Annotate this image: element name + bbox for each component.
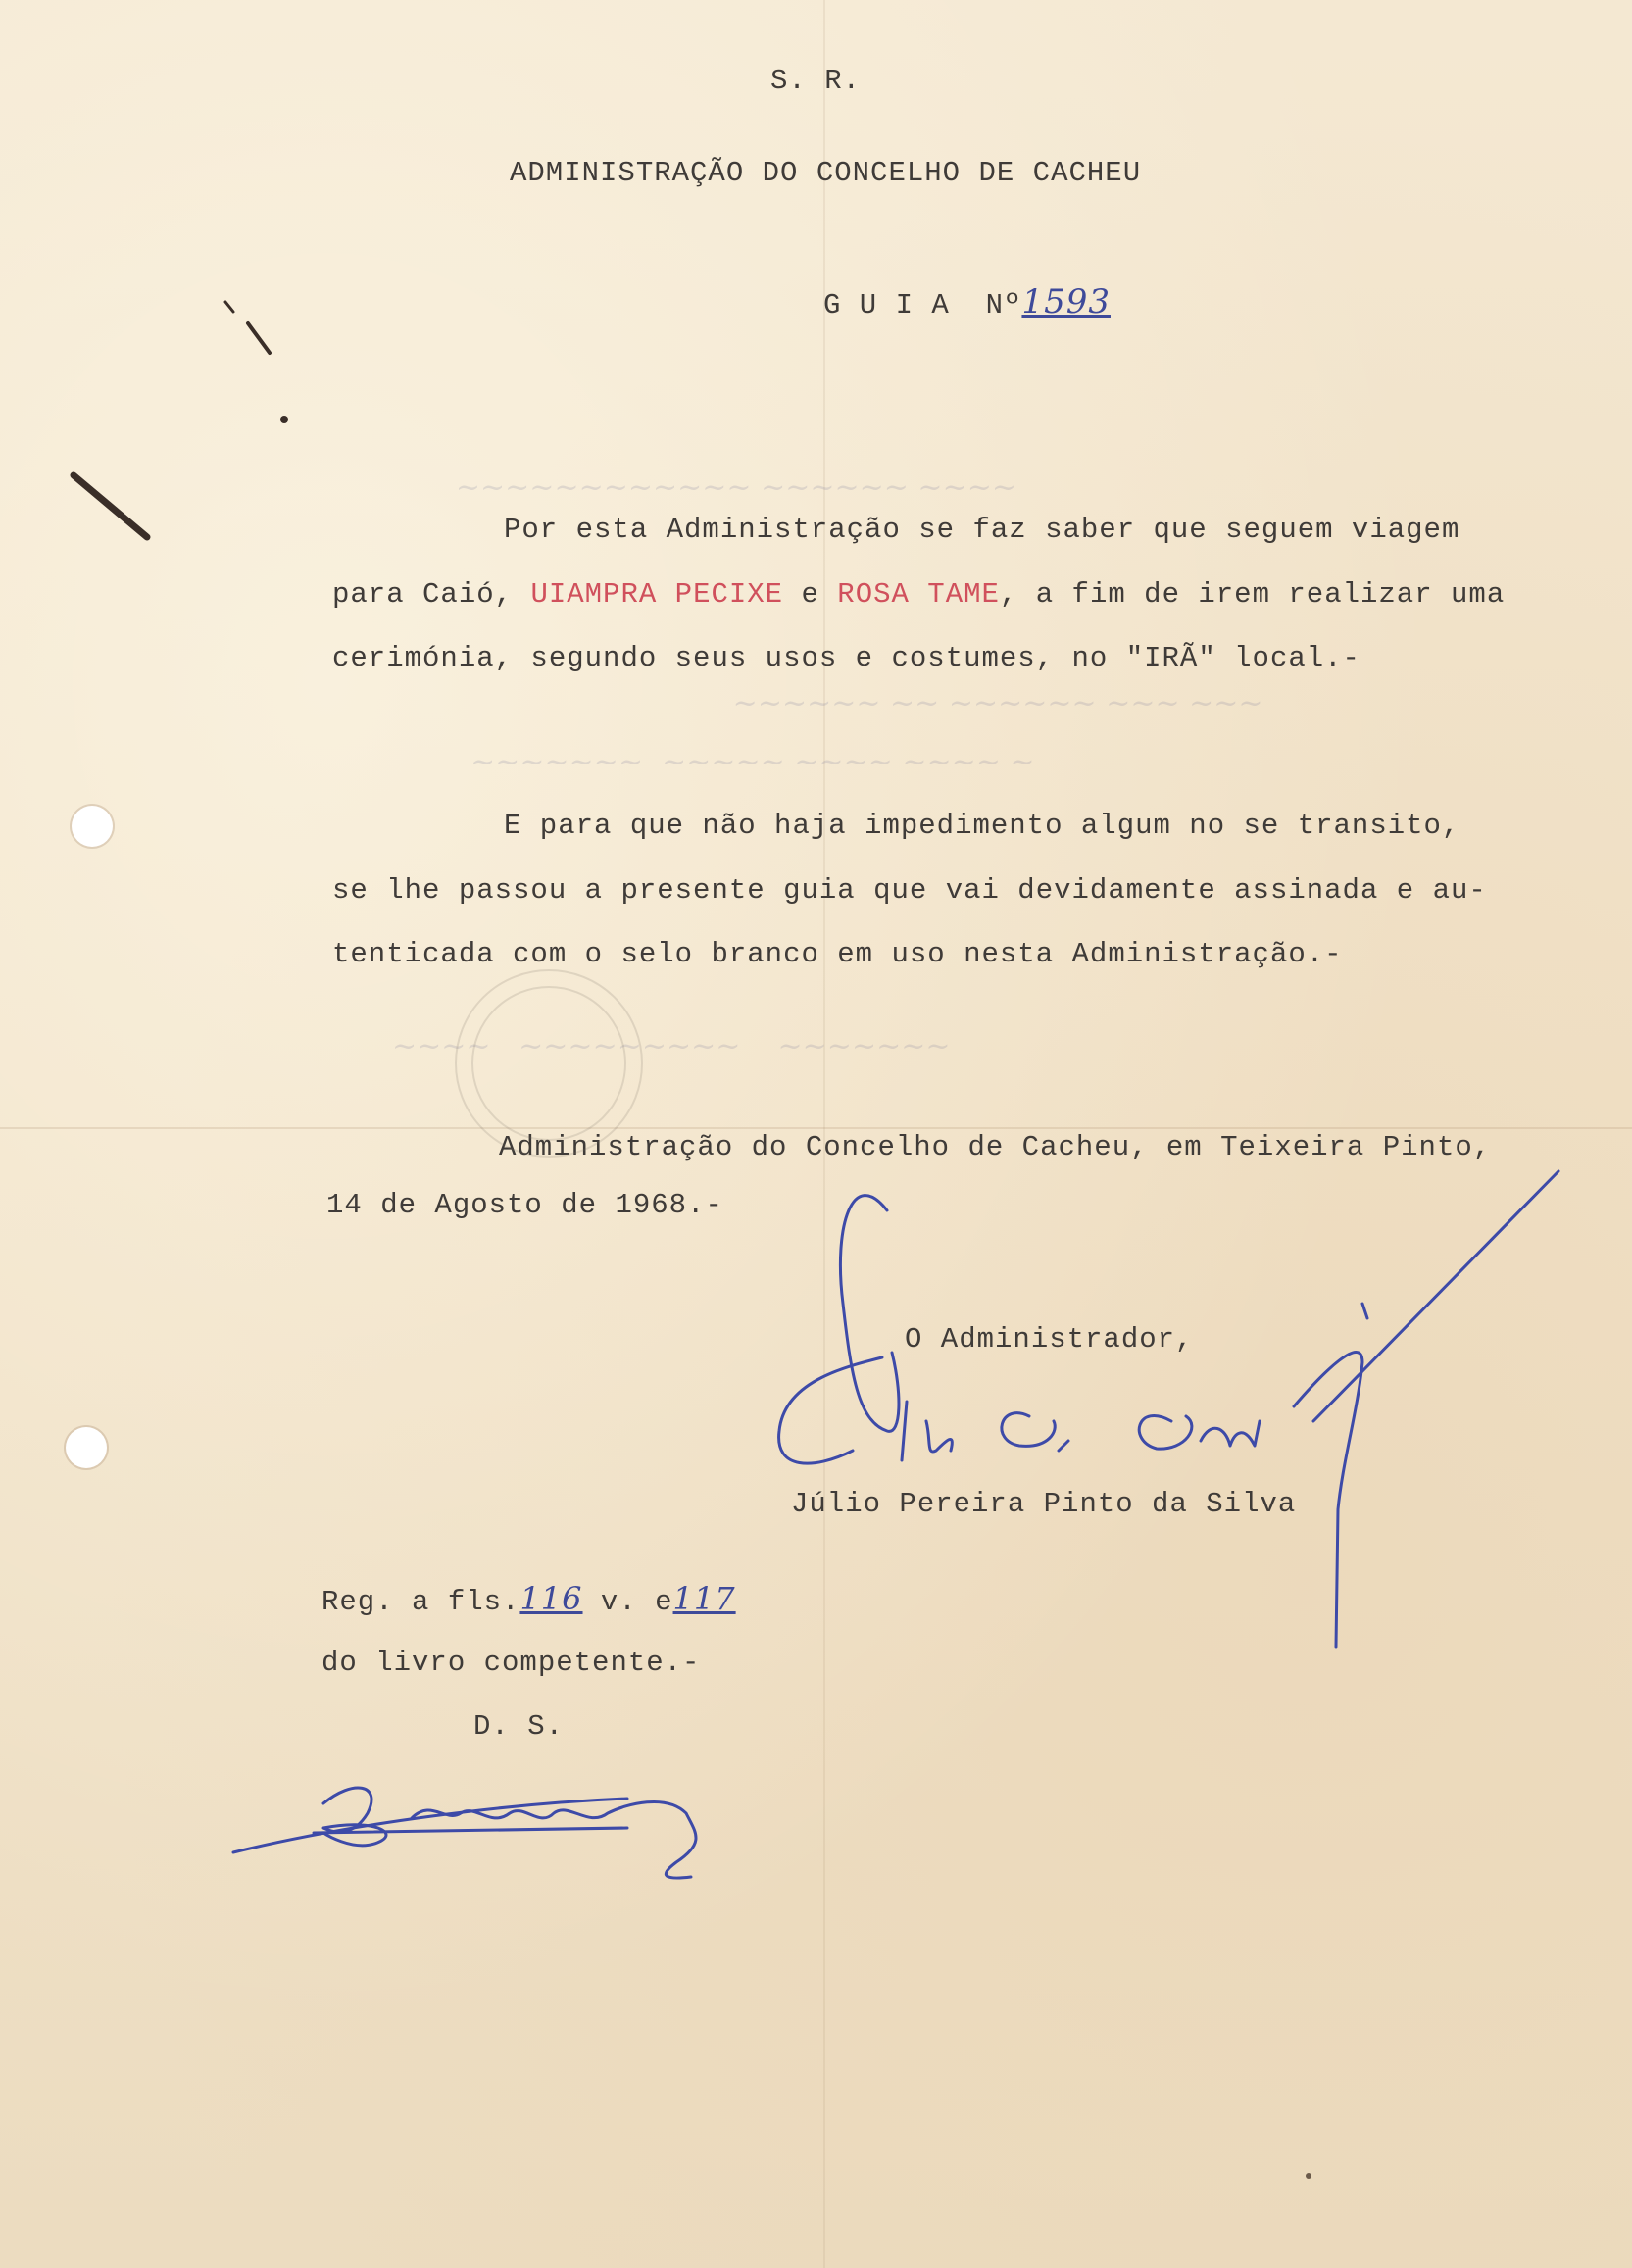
- registry-folio: 117: [672, 1580, 736, 1617]
- registrar-signature: [233, 1788, 696, 1878]
- ds-initials: D. S.: [473, 1710, 565, 1743]
- stain-marks: [74, 302, 1311, 2179]
- registry-prefix: Reg. a fls.: [321, 1586, 520, 1618]
- registry-line: do livro competente.-: [321, 1647, 701, 1679]
- body-text: e: [783, 578, 838, 611]
- date-line: 14 de Agosto de 1968.-: [326, 1189, 723, 1221]
- place-line: Administração do Concelho de Cacheu, em Teixeira Pinto,: [499, 1131, 1492, 1163]
- registry-mid: v. e: [582, 1586, 673, 1618]
- registry-folio: 116: [519, 1580, 583, 1617]
- bleed-through-writing: ~~~~~~ ~~ ~~~~~~ ~~~ ~~~: [686, 686, 1263, 720]
- body-line: tenticada com o selo branco em uso nesta Administração.-: [332, 938, 1343, 970]
- sr-heading: S. R.: [770, 65, 862, 97]
- administrator-signature: [779, 1171, 1558, 1647]
- bleed-through-writing: ~~~~~~~ ~~~~~ ~~~~ ~~~~ ~: [470, 745, 1035, 779]
- body-text: para Caió,: [332, 578, 531, 611]
- body-line: Por esta Administração se faz saber que seguem viagem: [504, 514, 1460, 546]
- body-line: cerimónia, segundo seus usos e costumes, no "IRÃ" local.-: [332, 642, 1360, 674]
- embossed-seal: [456, 970, 642, 1157]
- guia-label: G U I A Nº: [823, 289, 1022, 321]
- body-line: se lhe passou a presente guia que vai devidamente assinada e au-: [332, 874, 1487, 907]
- traveler-name: UIAMPRA PECIXE: [530, 578, 784, 611]
- body-line: E para que não haja impedimento algum no se transito,: [504, 810, 1460, 842]
- bleed-through-writing: ~~~~ ~~~~~~~~~ ~~~~~~~: [392, 1029, 951, 1063]
- administration-header: ADMINISTRAÇÃO DO CONCELHO DE CACHEU: [510, 157, 1142, 189]
- signoff: O Administrador,: [905, 1323, 1194, 1356]
- traveler-name: ROSA TAME: [837, 578, 1000, 611]
- bleed-through-writing: ~~~~~~~~~~~~ ~~~~~~ ~~~~: [353, 470, 1016, 505]
- administrator-name: Júlio Pereira Pinto da Silva: [791, 1488, 1297, 1520]
- guia-number: 1593: [1021, 282, 1111, 321]
- body-text: , a fim de irem realizar uma: [999, 578, 1506, 611]
